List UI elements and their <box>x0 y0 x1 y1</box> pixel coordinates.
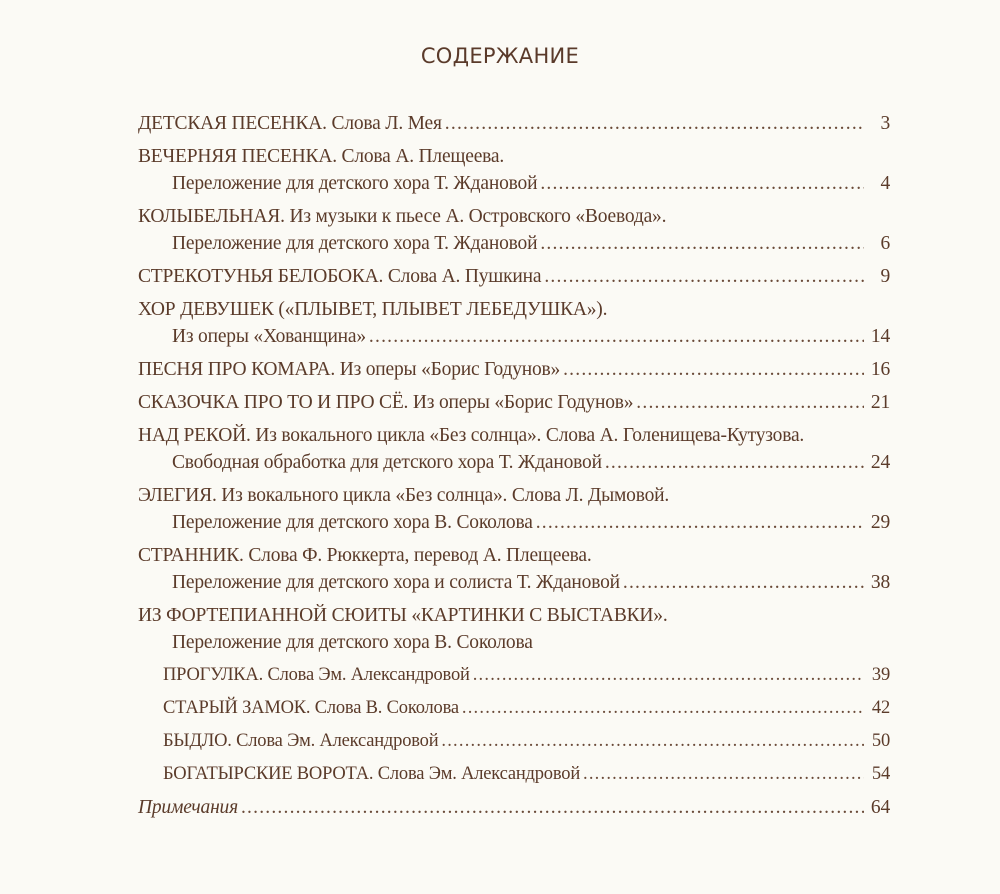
dot-leader <box>540 170 864 197</box>
toc-line <box>138 509 890 536</box>
toc-entry <box>138 263 890 290</box>
toc-line <box>138 203 890 230</box>
toc-line <box>138 170 890 197</box>
toc-sub-entry <box>138 761 890 788</box>
toc-line <box>138 761 890 788</box>
toc-sub-entry <box>138 662 890 689</box>
toc-line <box>138 728 890 755</box>
page-number: 38 <box>870 572 890 593</box>
toc-entry <box>138 356 890 383</box>
entry-title: НАД РЕКОЙ. Из вокального цикла «Без солнца». Слова А. Голенищева-Кутузова. <box>138 425 805 446</box>
entry-title: ЭЛЕГИЯ. Из вокального цикла «Без солнца». Слова Л. Дымовой. <box>138 485 670 506</box>
entry-title: Переложение для детского хора В. Соколова <box>172 632 533 653</box>
page-title: СОДЕРЖАНИЕ <box>420 44 580 68</box>
toc-line <box>138 695 890 722</box>
entry-title: Переложение для детского хора и солиста Т. Ждановой <box>172 572 620 593</box>
toc-line <box>138 230 890 257</box>
entry-title: БЫДЛО. Слова Эм. Александровой <box>163 731 439 751</box>
entry-title: СТАРЫЙ ЗАМОК. Слова В. Соколова <box>163 698 459 718</box>
page-number: 6 <box>880 233 890 254</box>
toc-line <box>138 356 890 383</box>
toc-line <box>138 296 890 323</box>
page-number: 39 <box>871 665 890 685</box>
page-number: 42 <box>871 698 890 718</box>
entry-title: ВЕЧЕРНЯЯ ПЕСЕНКА. Слова А. Плещеева. <box>138 146 505 167</box>
entry-title: СТРЕКОТУНЬЯ БЕЛОБОКА. Слова А. Пушкина <box>138 266 542 287</box>
entry-title: СКАЗОЧКА ПРО ТО И ПРО СЁ. Из оперы «Борис Годунов» <box>138 392 634 413</box>
toc-entry <box>138 143 890 197</box>
entry-title: Примечания <box>138 797 238 818</box>
toc-line <box>138 389 890 416</box>
dot-leader <box>583 761 864 788</box>
entry-title: ПРОГУЛКА. Слова Эм. Александровой <box>163 665 470 685</box>
entry-title: ХОР ДЕВУШЕК («ПЛЫВЕТ, ПЛЫВЕТ ЛЕБЕДУШКА»). <box>138 299 608 320</box>
toc-entry <box>138 542 890 596</box>
page-number: 14 <box>870 326 890 347</box>
toc-entry <box>138 482 890 536</box>
toc-sub-entry <box>138 728 890 755</box>
dot-leader <box>544 263 864 290</box>
dot-leader <box>473 662 864 689</box>
toc-entry <box>138 296 890 350</box>
entry-title: Переложение для детского хора Т. Ждановой <box>172 233 538 254</box>
dot-leader <box>369 323 864 350</box>
dot-leader <box>462 695 864 722</box>
toc-line <box>138 449 890 476</box>
toc-line <box>138 323 890 350</box>
toc-line <box>138 263 890 290</box>
toc-line <box>138 662 890 689</box>
dot-leader <box>605 449 864 476</box>
toc-line <box>138 110 890 137</box>
toc-line <box>138 422 890 449</box>
entry-title: БОГАТЫРСКИЕ ВОРОТА. Слова Эм. Александровой <box>163 764 581 784</box>
toc-line <box>138 542 890 569</box>
toc-entry <box>138 110 890 137</box>
table-of-contents <box>138 110 890 827</box>
entry-title: Из оперы «Хованщина» <box>172 326 366 347</box>
entry-title: Переложение для детского хора В. Соколова <box>172 512 533 533</box>
dot-leader <box>441 728 864 755</box>
dot-leader <box>563 356 864 383</box>
toc-line <box>138 482 890 509</box>
dot-leader <box>241 794 864 821</box>
toc-entry <box>138 203 890 257</box>
page-number: 4 <box>880 173 890 194</box>
page-number: 24 <box>870 452 890 473</box>
toc-line <box>138 629 890 656</box>
toc-sub-entry <box>138 695 890 722</box>
page-number: 9 <box>880 266 890 287</box>
entry-title: ИЗ ФОРТЕПИАННОЙ СЮИТЫ «КАРТИНКИ С ВЫСТАВКИ». <box>138 605 668 626</box>
entry-title: КОЛЫБЕЛЬНАЯ. Из музыки к пьесе А. Островского «Воевода». <box>138 206 667 227</box>
page-number: 29 <box>870 512 890 533</box>
dot-leader <box>623 569 864 596</box>
entry-title: ПЕСНЯ ПРО КОМАРА. Из оперы «Борис Годунов» <box>138 359 561 380</box>
toc-entry <box>138 389 890 416</box>
dot-leader <box>636 389 864 416</box>
dot-leader <box>540 230 864 257</box>
entry-title: ДЕТСКАЯ ПЕСЕНКА. Слова Л. Мея <box>138 113 442 134</box>
toc-entry <box>138 602 890 656</box>
entry-title: СТРАННИК. Слова Ф. Рюккерта, перевод А. Плещеева. <box>138 545 592 566</box>
entry-title: Свободная обработка для детского хора Т. Ждановой <box>172 452 602 473</box>
toc-line <box>138 569 890 596</box>
toc-line <box>138 602 890 629</box>
dot-leader <box>445 110 864 137</box>
page-number: 21 <box>870 392 890 413</box>
page-number: 16 <box>870 359 890 380</box>
toc-line <box>138 143 890 170</box>
page-number: 54 <box>871 764 890 784</box>
entry-title: Переложение для детского хора Т. Ждановой <box>172 173 538 194</box>
toc-line <box>138 794 890 821</box>
page-number: 3 <box>880 113 890 134</box>
dot-leader <box>536 509 864 536</box>
toc-entry <box>138 422 890 476</box>
page-number: 50 <box>871 731 890 751</box>
toc-entry-notes <box>138 794 890 821</box>
page-number: 64 <box>870 797 890 818</box>
